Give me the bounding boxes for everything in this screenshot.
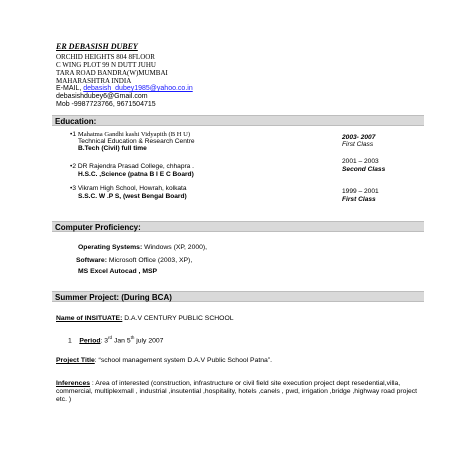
- education-item-3-degree: S.S.C. W .P S, (west Bengal Board): [78, 193, 187, 200]
- institute-row: Name of INSITUATE: D.A.V CENTURY PUBLIC SCHOOL: [56, 315, 234, 322]
- email-secondary: debasishdubey6@Gmail.com: [56, 93, 148, 100]
- education-item-1-years: 2003- 2007: [342, 134, 376, 141]
- education-item-3-years: 1999 – 2001: [342, 188, 379, 195]
- education-item-2-degree: H.S.C. ,Science (patna B I E C Board): [78, 171, 194, 178]
- education-heading: Education:: [52, 115, 424, 126]
- project-title-row: Project Title: “school management system D.A.V Public School Patna”.: [56, 357, 272, 364]
- bullet-icon: •: [70, 185, 73, 192]
- education-item-3-class: First Class: [342, 196, 376, 203]
- period-row: 1 Period: 3rd Jan 5th july 2007: [68, 335, 164, 345]
- computer-heading: Computer Proficiency:: [52, 221, 424, 232]
- education-item-3-institution: •3 Vikram High School, Howrah, kolkata: [70, 185, 187, 192]
- education-item-1-institution: •1 Mahatma Gandhi kashi Vidyapith (B H U): [70, 131, 191, 138]
- education-item-1-degree: B.Tech (Civil) full time: [78, 145, 147, 152]
- education-item-2-class: Second Class: [342, 166, 386, 173]
- email-link[interactable]: debasish_dubey1985@yahoo.co.in: [83, 85, 193, 92]
- address-line-2: C WING PLOT 99 N DUTT JUHU: [56, 61, 156, 69]
- education-item-1-class: First Class: [342, 141, 374, 148]
- education-item-2-institution: •2 DR Rajendra Prasad College, chhapra .: [70, 163, 195, 170]
- project-heading: Summer Project: (During BCA): [52, 291, 424, 302]
- address-line-4: MAHARASHTRA INDIA: [56, 77, 132, 85]
- inferences-paragraph: Inferences : Area of interested (construction, infrastructure or civil field site execution project dept resedential,villa, commercial, multiplexmall , industrial ,insutential ,hospitality, hotels ,canels , pwd, irrigation ,bridge ,highway road project etc. ): [56, 380, 418, 403]
- address-line-3: TARA ROAD BANDRA(W)MUMBAI: [56, 69, 168, 77]
- ms-tools-row: MS Excel Autocad , MSP: [78, 268, 158, 275]
- email-label: E-MAIL,: [56, 85, 82, 92]
- education-item-2-years: 2001 – 2003: [342, 158, 379, 165]
- candidate-name: ER DEBASISH DUBEY: [56, 42, 138, 51]
- education-item-1-line2: Technical Education & Research Centre: [78, 138, 195, 145]
- email-row: [56, 85, 193, 93]
- bullet-icon: •: [70, 131, 73, 138]
- address-line-1: ORCHID HEIGHTS 804 8FLOOR: [56, 53, 155, 61]
- bullet-icon: •: [70, 163, 73, 170]
- mobile-number: Mob -9987723766, 9671504715: [56, 101, 156, 108]
- software-row: Software: Microsoft Office (2003, XP),: [76, 257, 193, 264]
- operating-systems-row: Operating Systems: Windows (XP, 2000),: [78, 244, 208, 251]
